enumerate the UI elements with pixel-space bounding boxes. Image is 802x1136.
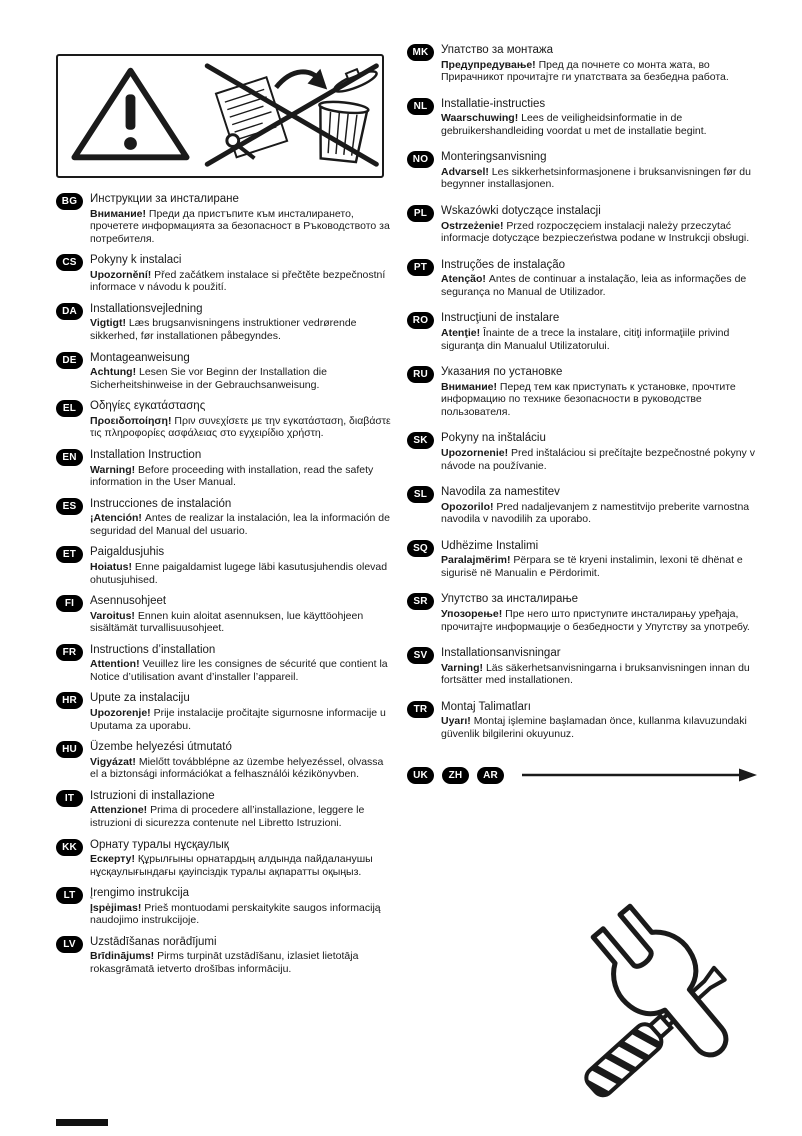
entry-title: Указания по установке	[441, 366, 563, 379]
entry-body	[441, 608, 765, 633]
language-entry	[407, 98, 765, 138]
entry-body	[90, 804, 394, 829]
entry-title: Upute za instalaciju	[90, 692, 190, 705]
throw-arrow-icon	[276, 69, 327, 90]
language-entry	[407, 486, 765, 526]
language-entries-left	[56, 193, 394, 976]
entry-title: Monteringsanvisning	[441, 151, 547, 164]
language-code-badge: UK	[407, 767, 434, 784]
language-entry	[56, 839, 394, 879]
entry-title: Instruções de instalação	[441, 258, 566, 271]
language-code-badge: ES	[56, 498, 83, 515]
language-entry	[407, 432, 765, 472]
entry-rest-text: Преди да пристъпите към инсталирането, прочетете информацията за безопасност в Ръководството за потребителя.	[90, 207, 390, 245]
print-mark	[56, 1119, 108, 1126]
entry-body	[90, 707, 394, 732]
entry-rest-text: Prije instalacije pročitajte sigurnosne informacije u Uputama za uporabu.	[90, 706, 386, 732]
entry-warning-word: Waarschuwing!	[441, 112, 522, 125]
entry-warning-word: Attenzione!	[90, 804, 151, 817]
entry-rest-text: Před začátkem instalace si přečtěte bezpečnostní informace v návodu k použití.	[90, 268, 386, 294]
entry-text	[441, 98, 765, 138]
entry-warning-word: ¡Atención!	[90, 512, 145, 525]
entry-body	[90, 269, 394, 294]
entry-rest-text: Құрылғыны орнатардың алдында пайдаланушы нұсқаулығындағы қауіпсіздік туралы ақпаратты оқыңыз.	[90, 853, 373, 878]
entry-rest-text: Pred nadaljevanjem z namestitvijo preberite varnostna navodila v navodilih za uporabo.	[441, 500, 750, 526]
language-entry	[407, 205, 765, 245]
language-code-badge: EN	[56, 449, 83, 466]
entry-text	[90, 498, 394, 538]
entry-text	[90, 193, 394, 245]
language-code-badge: SV	[407, 647, 434, 664]
entry-text	[90, 254, 394, 294]
do-not-discard-manual-graphic	[58, 56, 382, 176]
language-entry	[407, 593, 765, 633]
more-language-badges	[407, 767, 504, 784]
entry-text	[90, 595, 394, 635]
language-entry	[407, 259, 765, 299]
entry-body	[90, 415, 394, 440]
entry-title: Paigaldusjuhis	[90, 546, 165, 559]
language-entry	[56, 193, 394, 245]
language-code-badge: TR	[407, 701, 434, 718]
language-entry	[56, 644, 394, 684]
language-code-badge: HR	[56, 692, 83, 709]
language-code-badge: FR	[56, 644, 83, 661]
entry-rest-text: Пре него што приступите инсталирању уређаја, прочитајте информације о безбедности у Упутству за употребу.	[441, 607, 750, 633]
entry-warning-word: Ескерту!	[90, 853, 138, 866]
entry-rest-text: Læs brugsanvisningens instruktioner vedrørende sikkerhed, før installationen påbegyndes.	[90, 317, 357, 343]
entry-rest-text: Prieš montuodami perskaitykite saugos informaciją naudojimo instrukcijoje.	[90, 901, 381, 927]
language-entry	[407, 701, 765, 741]
entry-body	[441, 381, 765, 419]
language-entry	[56, 936, 394, 976]
language-code-badge: LV	[56, 936, 83, 953]
entry-body	[90, 366, 394, 391]
more-languages-row	[407, 767, 765, 784]
language-entry	[56, 400, 394, 440]
language-code-badge: KK	[56, 839, 83, 856]
entry-body	[90, 512, 394, 537]
entry-text	[90, 303, 394, 343]
entry-title: Pokyny k instalaci	[90, 254, 182, 267]
language-code-badge: HU	[56, 741, 83, 758]
entry-warning-word: Atenção!	[441, 273, 489, 286]
language-code-badge: RU	[407, 366, 434, 383]
entry-text	[441, 205, 765, 245]
entry-warning-word: Paralajmërim!	[441, 554, 514, 567]
entry-warning-word: Advarsel!	[441, 165, 492, 178]
entry-text	[90, 790, 394, 830]
entry-rest-text: Përpara se të kryeni instalimin, lexoni të dhënat e sigurisë në Manualin e Përdorimit.	[441, 554, 743, 579]
entry-body	[441, 59, 765, 84]
entry-title: Üzembe helyezési útmutató	[90, 741, 232, 754]
entry-body	[90, 464, 394, 489]
entry-rest-text: Πριν συνεχίσετε με την εγκατάσταση, διαβάστε τις πληροφορίες ασφάλειας στο εγχειρίδιο χρήστη.	[90, 414, 391, 440]
entry-warning-word: Opozorilo!	[441, 500, 497, 513]
entry-warning-word: Atenţie!	[441, 326, 483, 339]
language-entry	[56, 595, 394, 635]
entry-warning-word: Upozornění!	[90, 268, 155, 281]
entry-warning-word: Упозорење!	[441, 607, 506, 620]
entry-title: Орнату туралы нұсқаулық	[90, 838, 229, 851]
language-code-badge: EL	[56, 400, 83, 417]
language-entry	[407, 366, 765, 418]
entry-title: Installation Instruction	[90, 449, 202, 462]
entry-warning-word: Įspėjimas!	[90, 901, 145, 914]
entry-warning-word: Vigtigt!	[90, 317, 129, 330]
language-entry	[56, 303, 394, 343]
language-entry	[56, 887, 394, 927]
language-code-badge: MK	[407, 44, 434, 61]
entry-text	[90, 936, 394, 976]
entry-title: Instrucciones de instalación	[90, 497, 232, 510]
entry-title: Installationsanvisningar	[441, 647, 561, 660]
entry-rest-text: Pirms turpināt uzstādīšanu, izlasiet lietotāja rokasgrāmatā ietverto drošības informāciju.	[90, 950, 359, 975]
entry-body	[441, 112, 765, 137]
entry-rest-text: Enne paigaldamist lugege läbi kasutusjuhendis olevad ohutusjuhised.	[90, 560, 388, 586]
entry-warning-word: Varning!	[441, 661, 486, 674]
language-entry	[56, 692, 394, 732]
entry-title: Montaj Talimatları	[441, 700, 531, 713]
entry-body	[441, 273, 765, 298]
language-code-badge: RO	[407, 312, 434, 329]
entry-rest-text: Montaj işlemine başlamadan önce, kullanma kılavuzundaki güvenlik bilgilerini okuyunuz.	[441, 715, 747, 740]
entry-text	[90, 741, 394, 781]
wrench-icon	[580, 895, 752, 1078]
entry-text	[90, 546, 394, 586]
entry-title: Installatie-instructies	[441, 97, 546, 110]
entry-title: Installationsvejledning	[90, 302, 203, 315]
right-column	[407, 44, 765, 784]
language-entries-right	[407, 44, 765, 741]
entry-body	[90, 208, 394, 246]
language-code-badge: ZH	[442, 767, 469, 784]
entry-warning-word: Varoitus!	[90, 609, 138, 622]
entry-text	[90, 449, 394, 489]
entry-title: Uzstādīšanas norādījumi	[90, 935, 217, 948]
entry-rest-text: Läs säkerhetsanvisningarna i bruksanvisningen innan du fortsätter med installationen.	[441, 661, 750, 687]
language-code-badge: CS	[56, 254, 83, 271]
entry-body	[441, 715, 765, 740]
language-code-badge: LT	[56, 887, 83, 904]
language-code-badge: PT	[407, 259, 434, 276]
entry-title: Упатство за монтажа	[441, 44, 554, 56]
warning-graphic-box	[56, 54, 384, 178]
language-code-badge: DA	[56, 303, 83, 320]
language-code-badge: IT	[56, 790, 83, 807]
language-entry	[56, 254, 394, 294]
entry-warning-word: Uyarı!	[441, 715, 474, 728]
entry-text	[441, 701, 765, 741]
entry-warning-word: Предупредување!	[441, 58, 539, 71]
language-code-badge: SK	[407, 432, 434, 449]
entry-body	[441, 327, 765, 352]
language-entry	[407, 151, 765, 191]
language-code-badge: FI	[56, 595, 83, 612]
entry-title: Udhëzime Instalimi	[441, 539, 539, 552]
entry-rest-text: Przed rozpoczęciem instalacji należy przeczytać informacje dotyczące bezpieczeństwa podane w Instrukcji obsługi.	[441, 219, 750, 245]
entry-title: Navodila za namestitev	[441, 486, 560, 499]
language-code-badge: SQ	[407, 540, 434, 557]
entry-text	[90, 839, 394, 879]
entry-rest-text: Lees de veiligheidsinformatie in de gebruikershandleiding voordat u met de installatie begint.	[441, 112, 707, 137]
language-code-badge: ET	[56, 546, 83, 563]
entry-warning-word: Vigyázat!	[90, 755, 139, 768]
language-code-badge: SR	[407, 593, 434, 610]
entry-body	[90, 610, 394, 635]
entry-warning-word: Attention!	[90, 658, 143, 671]
entry-body	[90, 756, 394, 781]
entry-text	[441, 151, 765, 191]
language-code-badge: AR	[477, 767, 504, 784]
entry-warning-word: Upozorenje!	[90, 706, 154, 719]
language-code-badge: NO	[407, 151, 434, 168]
left-column	[56, 54, 394, 985]
entry-text	[441, 366, 765, 418]
entry-body	[90, 853, 394, 878]
entry-rest-text: Ennen kuin aloitat asennuksen, lue käyttöohjeen sisältämät turvallisuusohjeet.	[90, 609, 364, 635]
entry-rest-text: Before proceeding with installation, read the safety information in the User Manual.	[90, 463, 374, 489]
entry-warning-word: Hoiatus!	[90, 560, 135, 573]
entry-text	[90, 352, 394, 392]
language-entry	[56, 498, 394, 538]
entry-text	[90, 644, 394, 684]
entry-rest-text: Перед тем как приступать к установке, прочтите информацию по технике безопасности в руководстве пользователя.	[441, 380, 736, 418]
entry-text	[441, 647, 765, 687]
language-entry	[56, 546, 394, 586]
entry-body	[441, 662, 765, 687]
language-entry	[56, 352, 394, 392]
language-entry	[56, 741, 394, 781]
entry-warning-word: Προειδοποίηση!	[90, 414, 175, 427]
entry-title: Οδηγίες εγκατάστασης	[90, 400, 206, 413]
entry-rest-text: Les sikkerhetsinformasjonene i bruksanvisningen før du begynner installasjonen.	[441, 165, 751, 191]
entry-body	[441, 501, 765, 526]
entry-title: Įrengimo instrukcija	[90, 887, 190, 900]
entry-text	[90, 887, 394, 927]
entry-text	[441, 259, 765, 299]
entry-body	[90, 561, 394, 586]
language-entry	[407, 540, 765, 580]
entry-text	[90, 400, 394, 440]
entry-warning-word: Brīdinājums!	[90, 950, 158, 963]
entry-rest-text: Пред да почнете со монта жата, во Прирачникот прочитајте ги упатствата за безбедна работа.	[441, 58, 729, 84]
entry-text	[441, 593, 765, 633]
entry-title: Instrucţiuni de instalare	[441, 312, 560, 325]
continue-arrow-icon	[520, 768, 765, 782]
entry-body	[441, 447, 765, 472]
language-code-badge: BG	[56, 193, 83, 210]
entry-warning-word: Upozornenie!	[441, 446, 511, 459]
language-entry	[407, 312, 765, 352]
entry-warning-word: Ostrzeżenie!	[441, 219, 507, 232]
entry-rest-text: Pred inštaláciou si prečítajte bezpečnostné pokyny v návode na používanie.	[441, 446, 755, 472]
entry-text	[441, 540, 765, 580]
entry-title: Istruzioni di installazione	[90, 789, 215, 802]
language-entry	[407, 44, 765, 84]
entry-warning-word: Warning!	[90, 463, 139, 476]
entry-rest-text: Înainte de a trece la instalare, citiţi informaţiile privind siguranţa din Manualul Utilizatorului.	[441, 326, 730, 352]
entry-body	[90, 658, 394, 683]
entry-text	[441, 486, 765, 526]
wrench-screwdriver-icon	[548, 878, 773, 1113]
entry-rest-text: Veuillez lire les consignes de sécurité que contient la Notice d’utilisation avant d’installer l’appareil.	[90, 658, 388, 683]
entry-rest-text: Lesen Sie vor Beginn der Installation die Sicherheitshinweise in der Gebrauchsanweisung.	[90, 366, 327, 391]
entry-text	[90, 692, 394, 732]
entry-warning-word: Внимание!	[441, 380, 500, 393]
language-code-badge: PL	[407, 205, 434, 222]
entry-rest-text: Mielőtt továbblépne az üzembe helyezéssel, olvassa el a biztonsági információkat a felhasználói kézikönyvben.	[90, 755, 384, 781]
entry-body	[90, 950, 394, 975]
language-entry	[56, 449, 394, 489]
entry-body	[90, 902, 394, 927]
language-code-badge: NL	[407, 98, 434, 115]
entry-warning-word: Achtung!	[90, 366, 139, 379]
warning-triangle-icon	[74, 71, 186, 158]
entry-title: Instructions d’installation	[90, 643, 216, 656]
entry-title: Pokyny na inštaláciu	[441, 432, 546, 445]
entry-body	[441, 554, 765, 579]
entry-body	[441, 166, 765, 191]
language-entry	[56, 790, 394, 830]
language-entry	[407, 647, 765, 687]
language-code-badge: SL	[407, 486, 434, 503]
entry-warning-word: Внимание!	[90, 207, 149, 220]
entry-title: Упутство за инсталирање	[441, 593, 579, 606]
entry-rest-text: Antes de continuar a instalação, leia as informações de segurança no Manual de Utilizador.	[441, 273, 747, 298]
entry-text	[441, 44, 765, 84]
entry-body	[441, 220, 765, 245]
entry-rest-text: Prima di procedere all’installazione, leggere le istruzioni di sicurezza contenute nel Libretto Istruzioni.	[90, 804, 365, 829]
entry-title: Wskazówki dotyczące instalacji	[441, 205, 601, 218]
language-code-badge: DE	[56, 352, 83, 369]
entry-rest-text: Antes de realizar la instalación, lea la información de seguridad del Manual del usuario.	[90, 512, 390, 537]
entry-title: Montageanweisung	[90, 351, 190, 364]
entry-title: Инструкции за инсталиране	[90, 193, 239, 205]
entry-text	[441, 432, 765, 472]
entry-body	[90, 317, 394, 342]
entry-title: Asennusohjeet	[90, 595, 167, 608]
entry-text	[441, 312, 765, 352]
